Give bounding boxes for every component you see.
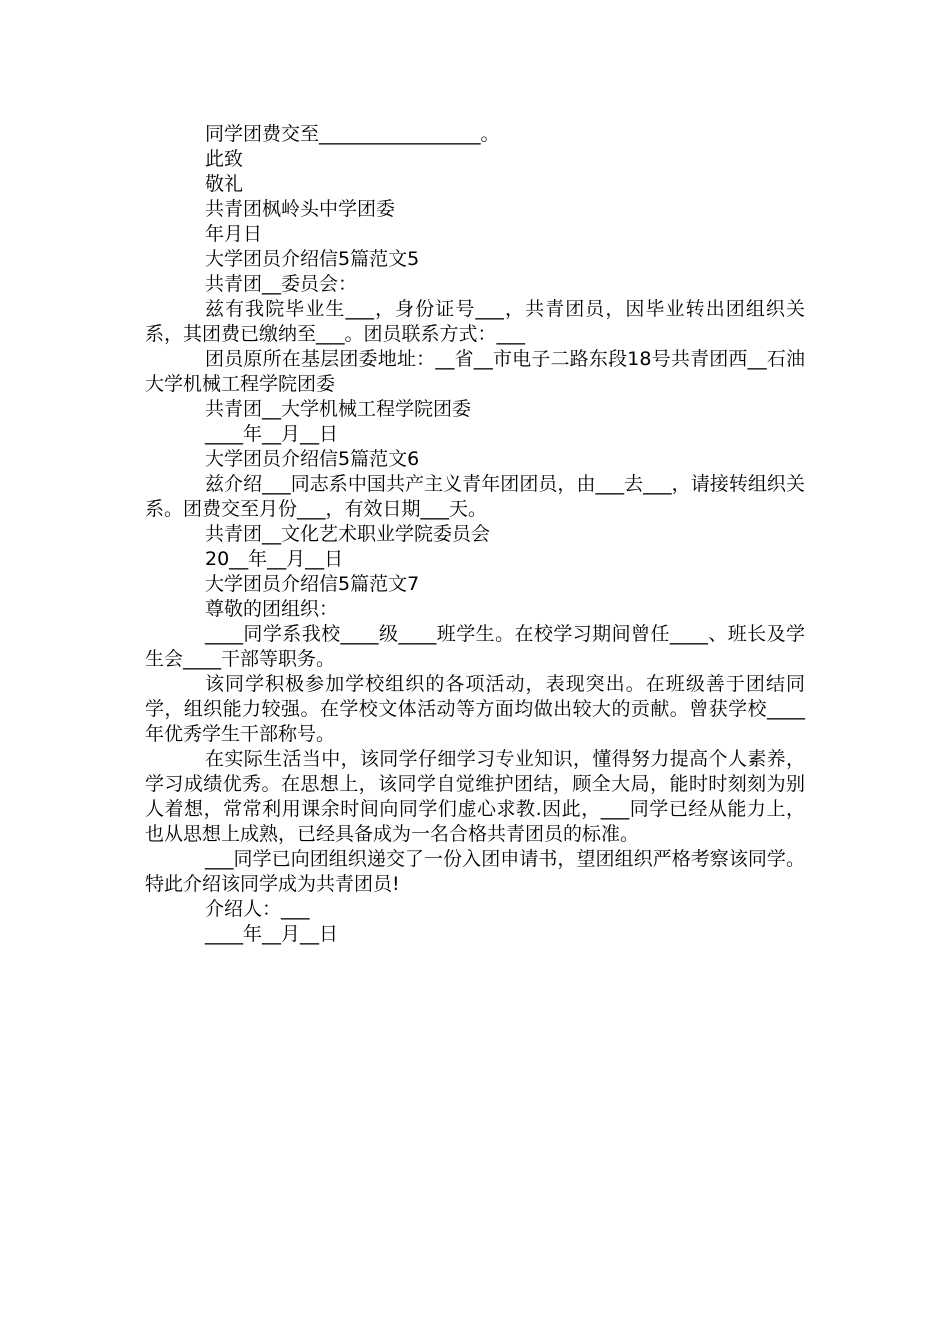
- paragraph: 兹有我院毕业生___，身份证号___，共青团员，因毕业转出团组织关系，其团费已缴纳至___。团员联系方式：___: [145, 298, 805, 345]
- section-heading: 大学团员介绍信5篇范文5: [205, 248, 420, 270]
- section-heading: 大学团员介绍信5篇范文7: [205, 573, 420, 595]
- document-body: [145, 122, 805, 947]
- paragraph: 团员原所在基层团委地址：__省__市电子二路东段18号共青团西__石油大学机械工程学院团委: [145, 348, 805, 395]
- salutation: 尊敬的团组织：: [205, 598, 339, 620]
- paragraph: 该同学积极参加学校组织的各项活动，表现突出。在班级善于团结同学，组织能力较强。在学校文体活动等方面均做出较大的贡献。曾获学校____年优秀学生干部称号。: [145, 673, 805, 745]
- text-line: 介绍人：___: [205, 898, 310, 920]
- text-line: 年月日: [205, 223, 263, 245]
- text-line: 共青团__大学机械工程学院团委: [205, 398, 472, 420]
- text-line: 共青团枫岭头中学团委: [205, 198, 396, 220]
- paragraph: ___同学已向团组织递交了一份入团申请书，望团组织严格考察该同学。特此介绍该同学成为共青团员!: [145, 848, 805, 895]
- text-line: 共青团__文化艺术职业学院委员会: [205, 523, 491, 545]
- date-line: 20__年__月__日: [205, 548, 344, 570]
- date-line: ____年__月__日: [205, 423, 339, 445]
- section-heading: 大学团员介绍信5篇范文6: [205, 448, 420, 470]
- paragraph: 兹介绍___同志系中国共产主义青年团团员，由___去___，请接转组织关系。团费交至月份___，有效日期___天。: [145, 473, 805, 520]
- salutation: 共青团__委员会：: [205, 273, 358, 295]
- paragraph: 在实际生活当中，该同学仔细学习专业知识，懂得努力提高个人素养，学习成绩优秀。在思想上，该同学自觉维护团结，顾全大局，能时时刻刻为别人着想，常常利用课余时间向同学们虚心求教.因此，___同学已经从能力上，也从思想上成熟，已经具备成为一名合格共青团员的标准。: [145, 748, 805, 845]
- paragraph: ____同学系我校____级____班学生。在校学习期间曾任____、班长及学生会____干部等职务。: [145, 623, 805, 670]
- date-line: ____年__月__日: [205, 923, 339, 945]
- text-line: 同学团费交至_________________。: [205, 123, 500, 145]
- text-line: 此致: [205, 148, 244, 170]
- text-line: 敬礼: [205, 173, 244, 195]
